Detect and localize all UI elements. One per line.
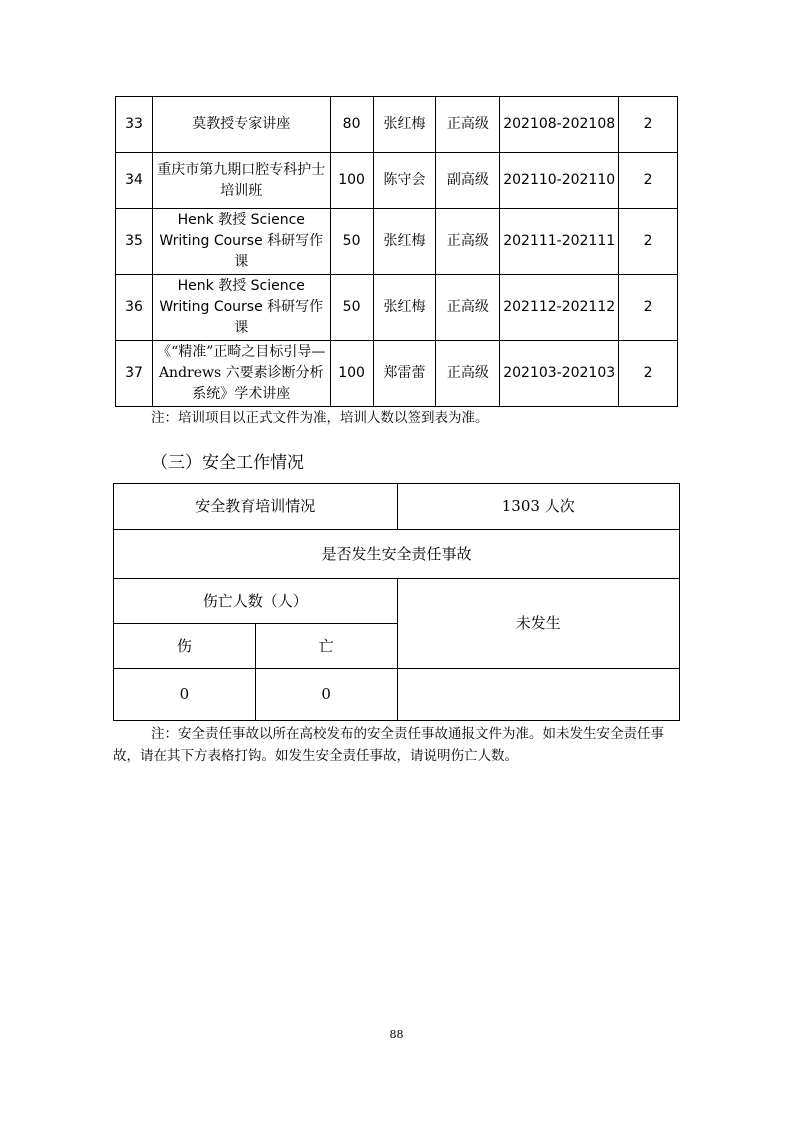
table-row: [116, 341, 678, 407]
training-table-note: 注：培训项目以正式文件为准，培训人数以签到表为准。: [151, 410, 489, 426]
title-level: 正高级: [436, 209, 500, 275]
safety-note: 注：安全责任事故以所在高校发布的安全责任事故通报文件为准。如未发生安全责任事故，请在其下方表格打钩。如发生安全责任事故，请说明伤亡人数。: [113, 726, 664, 764]
table-row: [114, 669, 680, 721]
section-heading: （三）安全工作情况: [151, 453, 304, 473]
row-number: 35: [116, 209, 153, 275]
participant-count: 50: [330, 275, 373, 341]
row-number: 36: [116, 275, 153, 341]
title-level: 正高级: [436, 275, 500, 341]
period: 202111-202111: [500, 209, 619, 275]
participant-count: 50: [330, 209, 373, 275]
person-in-charge: 郑雷蕾: [373, 341, 436, 407]
injured-label: 伤: [114, 624, 256, 669]
person-in-charge: 张红梅: [373, 209, 436, 275]
credit: 2: [619, 153, 678, 209]
safety-table: [113, 483, 680, 721]
credit: 2: [619, 341, 678, 407]
table-row: [116, 153, 678, 209]
row-number: 33: [116, 97, 153, 153]
table-row: [114, 530, 680, 579]
page-number: 88: [389, 1028, 404, 1041]
table-row: [116, 97, 678, 153]
credit: 2: [619, 97, 678, 153]
person-in-charge: 张红梅: [373, 97, 436, 153]
person-in-charge: 张红梅: [373, 275, 436, 341]
title-level: 正高级: [436, 341, 500, 407]
table-row: [114, 579, 680, 624]
accident-status: 未发生: [397, 579, 680, 669]
course-name: Henk 教授 Science Writing Course 科研写作课: [152, 209, 330, 275]
safety-education-label: 安全教育培训情况: [114, 484, 398, 530]
period: 202112-202112: [500, 275, 619, 341]
safety-education-value: 1303 人次: [397, 484, 680, 530]
injured-value: 0: [114, 669, 256, 721]
course-name: 重庆市第九期口腔专科护士培训班: [152, 153, 330, 209]
row-number: 37: [116, 341, 153, 407]
title-level: 正高级: [436, 97, 500, 153]
status-blank-cell: [397, 669, 680, 721]
period: 202110-202110: [500, 153, 619, 209]
accident-question: 是否发生安全责任事故: [114, 530, 680, 579]
person-in-charge: 陈守会: [373, 153, 436, 209]
row-number: 34: [116, 153, 153, 209]
casualty-label: 伤亡人数（人）: [114, 579, 398, 624]
table-row: [114, 484, 680, 530]
table-row: [116, 209, 678, 275]
course-name: Henk 教授 Science Writing Course 科研写作课: [152, 275, 330, 341]
period: 202103-202103: [500, 341, 619, 407]
dead-value: 0: [255, 669, 397, 721]
credit: 2: [619, 275, 678, 341]
training-table: [115, 96, 678, 407]
period: 202108-202108: [500, 97, 619, 153]
participant-count: 100: [330, 153, 373, 209]
table-row: [116, 275, 678, 341]
participant-count: 80: [330, 97, 373, 153]
participant-count: 100: [330, 341, 373, 407]
credit: 2: [619, 209, 678, 275]
course-name: 莫教授专家讲座: [152, 97, 330, 153]
course-name: 《“精准”正畸之目标引导—Andrews 六要素诊断分析系统》学术讲座: [152, 341, 330, 407]
title-level: 副高级: [436, 153, 500, 209]
dead-label: 亡: [255, 624, 397, 669]
